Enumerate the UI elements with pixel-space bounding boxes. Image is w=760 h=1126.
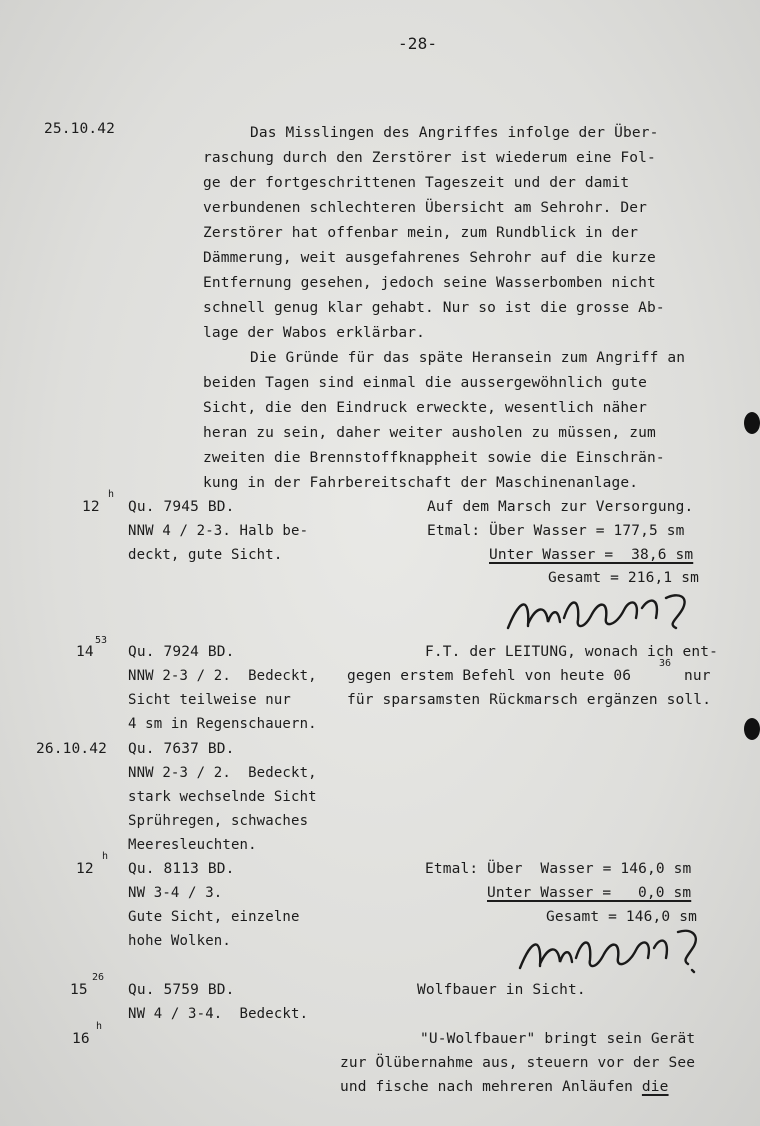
entry-time: 16	[72, 1031, 90, 1047]
entry-time-sup: h	[108, 489, 115, 500]
text-line: Das Misslingen des Angriffes infolge der Über-	[250, 125, 659, 141]
text-line: raschung durch den Zerstörer ist wiederum eine Fol-	[203, 150, 656, 166]
event-text-sup: 36	[659, 658, 672, 669]
text-line: Dämmerung, weit ausgefahrenes Sehrohr auf die kurze	[203, 250, 656, 266]
weather-line: Gute Sicht, einzelne	[128, 909, 300, 925]
text-line: heran zu sein, daher weiter ausholen zu müssen, zum	[203, 425, 656, 441]
weather-line: Sprühregen, schwaches	[128, 813, 309, 829]
weather-line: NNW 4 / 2-3. Halb be-	[128, 523, 309, 539]
handwritten-signature	[510, 926, 710, 976]
text-line: ge der fortgeschrittenen Tageszeit und der damit	[203, 175, 630, 191]
text-line: Entfernung gesehen, jedoch seine Wasserbomben nicht	[203, 275, 656, 291]
entry-date-25-10-42: 25.10.42	[44, 121, 116, 137]
weather-line: Sicht teilweise nur	[128, 692, 291, 708]
text-line: Sicht, die den Eindruck erweckte, wesentlich näher	[203, 400, 647, 416]
event-text-underlined: die	[641, 1079, 669, 1095]
weather-line: stark wechselnde Sicht	[128, 789, 317, 805]
text-line: Die Gründe für das späte Heransein zum Angriff an	[250, 350, 686, 366]
weather-line: NW 3-4 / 3.	[128, 885, 223, 901]
weather-line: Meeresleuchten.	[128, 837, 257, 853]
position-grid: Qu. 7945 BD.	[128, 499, 235, 515]
entry-time: 12	[82, 499, 100, 515]
text-line: schnell genug klar gehabt. Nur so ist die grosse Ab-	[203, 300, 665, 316]
entry-time-sup: 26	[92, 972, 105, 983]
entry-time-sup: h	[96, 1021, 103, 1032]
handwritten-signature	[500, 588, 710, 636]
event-text: Auf dem Marsch zur Versorgung.	[427, 499, 694, 515]
entry-time: 12	[76, 861, 94, 877]
weather-line: 4 sm in Regenschauern.	[128, 716, 317, 732]
etmal-total: Gesamt = 146,0 sm	[546, 909, 697, 925]
entry-date-26-10-42: 26.10.42	[36, 741, 108, 757]
weather-line: deckt, gute Sicht.	[128, 547, 283, 563]
entry-time: 15	[70, 982, 88, 998]
etmal-total: Gesamt = 216,1 sm	[548, 570, 699, 586]
entry-time: 14	[76, 644, 94, 660]
punch-hole	[744, 412, 760, 434]
event-text: Wolfbauer in Sicht.	[417, 982, 586, 998]
etmal-under-water: Unter Wasser = 0,0 sm	[487, 885, 692, 901]
weather-line: hohe Wolken.	[128, 933, 231, 949]
weather-line: NW 4 / 3-4. Bedeckt.	[128, 1006, 309, 1022]
text-line: beiden Tagen sind einmal die aussergewöhnlich gute	[203, 375, 647, 391]
entry-time-sup: 53	[95, 635, 108, 646]
weather-line: NNW 2-3 / 2. Bedeckt,	[128, 765, 317, 781]
text-line: Zerstörer hat offenbar mein, zum Rundblick in der	[203, 225, 639, 241]
event-text: zur Ölübernahme aus, steuern vor der See	[340, 1055, 696, 1071]
etmal-above-water: Etmal: Über Wasser = 146,0 sm	[425, 861, 692, 877]
weather-line: NNW 2-3 / 2. Bedeckt,	[128, 668, 317, 684]
etmal-under-water: Unter Wasser = 38,6 sm	[489, 547, 694, 563]
position-grid: Qu. 5759 BD.	[128, 982, 235, 998]
position-grid: Qu. 7637 BD.	[128, 741, 235, 757]
punch-hole	[744, 718, 760, 740]
position-grid: Qu. 8113 BD.	[128, 861, 235, 877]
event-text: "U-Wolfbauer" bringt sein Gerät	[420, 1031, 696, 1047]
event-text	[340, 1080, 669, 1095]
event-text: F.T. der LEITUNG, wonach ich ent-	[425, 644, 719, 660]
event-text: nur	[684, 668, 711, 684]
text-line: zweiten die Brennstoffknappheit sowie die Einschrän-	[203, 450, 665, 466]
event-text: gegen erstem Befehl von heute 06	[347, 668, 632, 684]
entry-time-sup: h	[102, 851, 109, 862]
etmal-above-water: Etmal: Über Wasser = 177,5 sm	[427, 523, 685, 539]
text-line: kung in der Fahrbereitschaft der Maschinenanlage.	[203, 475, 639, 491]
text-line: verbundenen schlechteren Übersicht am Sehrohr. Der	[203, 200, 647, 216]
text-line: lage der Wabos erklärbar.	[203, 325, 425, 341]
event-text: für sparsamsten Rückmarsch ergänzen soll.	[347, 692, 712, 708]
page-number: -28-	[398, 34, 438, 53]
event-text-part: und fische nach mehreren Anläufen	[340, 1079, 642, 1095]
position-grid: Qu. 7924 BD.	[128, 644, 235, 660]
